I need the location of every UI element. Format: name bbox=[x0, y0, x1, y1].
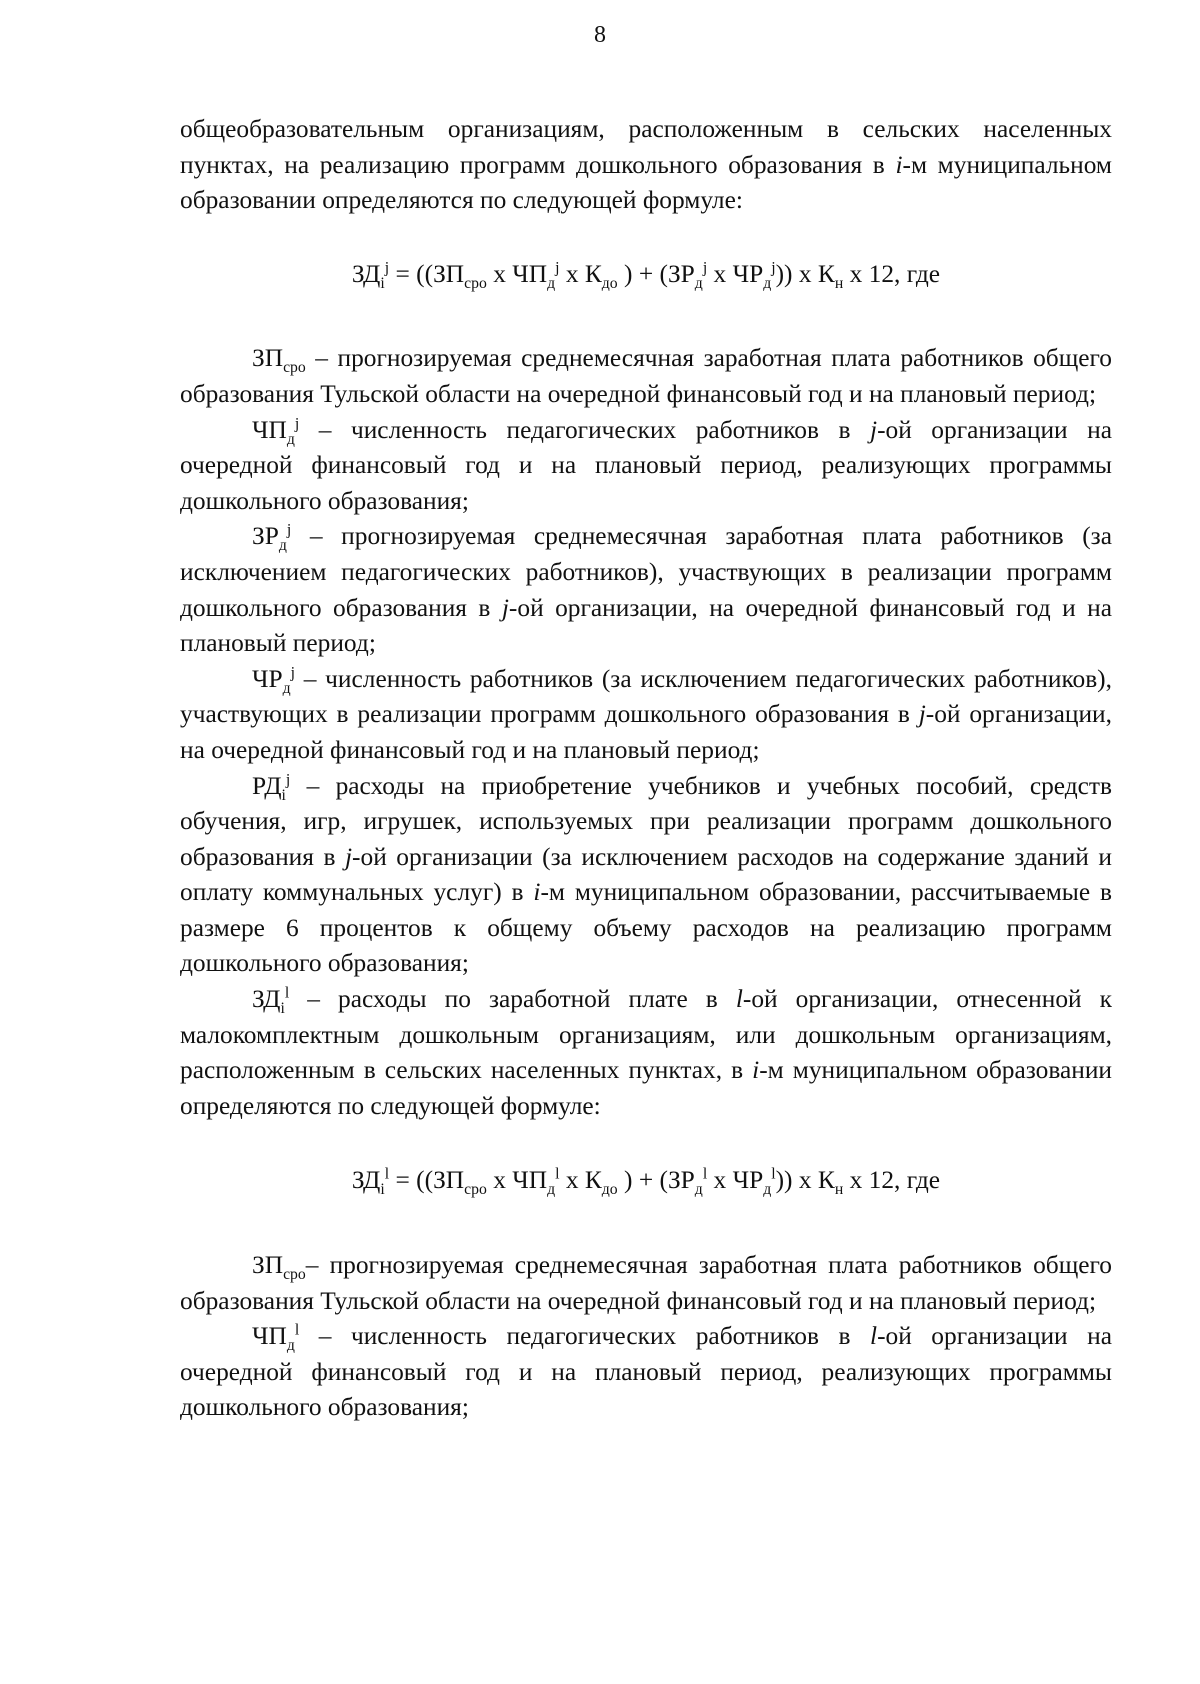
definition-chp-d-l: $ЧП_д^l$ – численность педагогических работников в l-ой организации на очередной финансовый год и на плановый период, реализующих программы дошкольного образования; bbox=[180, 1321, 1112, 1422]
document-body bbox=[180, 112, 1112, 1426]
definition-chp-d-j: $ЧП_д^j$ – численность педагогических работников в j-ой организации на очередной финансовый год и на плановый период, реализующих программы дошкольного образования; bbox=[180, 415, 1112, 515]
definition-rd-i-j: $РД_i^j$ – расходы на приобретение учебников и учебных пособий, средств обучения, игр, игрушек, используемых при реализации программ дошкольного образования в j-ой организации (за исключением расходов на содержание зданий и оплату коммунальных услуг) в i-м муниципальном образовании, рассчитываемые в размере 6 процентов к общему объему расходов на реализацию программ дошкольного образования; bbox=[180, 771, 1113, 978]
definition-zd-i-l: $ЗД_i^l$ – расходы по заработной плате в l-ой организации, отнесенной к малокомплектным дошкольным организациям, или дошкольным организациям, расположенным в сельских населенных пунктах, в i-м муниципальном образовании определяются по следующей формуле: bbox=[180, 984, 1113, 1120]
definition-zp-sro: $ЗП_{сро}$ – прогнозируемая среднемесячная заработная плата работников общего образования Тульской области на очередной финансовый год и на плановый период; bbox=[180, 344, 1112, 408]
intro-paragraph: общеобразовательным организациям, расположенным в сельских населенных пунктах, на реализацию программ дошкольного образования в i-м муниципальном образовании определяются по следующей формуле: bbox=[180, 115, 1112, 215]
definition-zr-d-j: $ЗР_д^j$ – прогнозируемая среднемесячная заработная плата работников (за исключением педагогических работников), участвующих в реализации программ дошкольного образования в j-ой организации, на очередной финансовый год и на плановый период; bbox=[180, 521, 1113, 658]
definition-zp-sro-2: $ЗП_{сро}-$ прогнозируемая среднемесячная заработная плата работников общего образования Тульской области на очередной финансовый год и на плановый период; bbox=[180, 1251, 1112, 1315]
definition-chr-d-j: $ЧР_д^j$ – численность работников (за исключением педагогических работников), участвующих в реализации программ дошкольного образования в j-ой организации, на очередной финансовый год и на плановый период; bbox=[180, 664, 1112, 764]
formula-1: $ЗД_i^j = ((ЗП_{сро}$ х $ЧП_д^j$ х $К_{до}$ ) + ($ЗР_д^j$ х $ЧР_д^j$)) х $К_н$ х 12, где bbox=[351, 259, 941, 292]
formula-2: $ЗД_i^l = ((ЗП_{сро}$ х $ЧП_д^l$ х $К_{до}$ ) + ($ЗР_д^l$ х $ЧР_д^l$)) х $К_н$ х 12, где bbox=[351, 1165, 941, 1199]
page-number: 8 bbox=[594, 22, 606, 48]
